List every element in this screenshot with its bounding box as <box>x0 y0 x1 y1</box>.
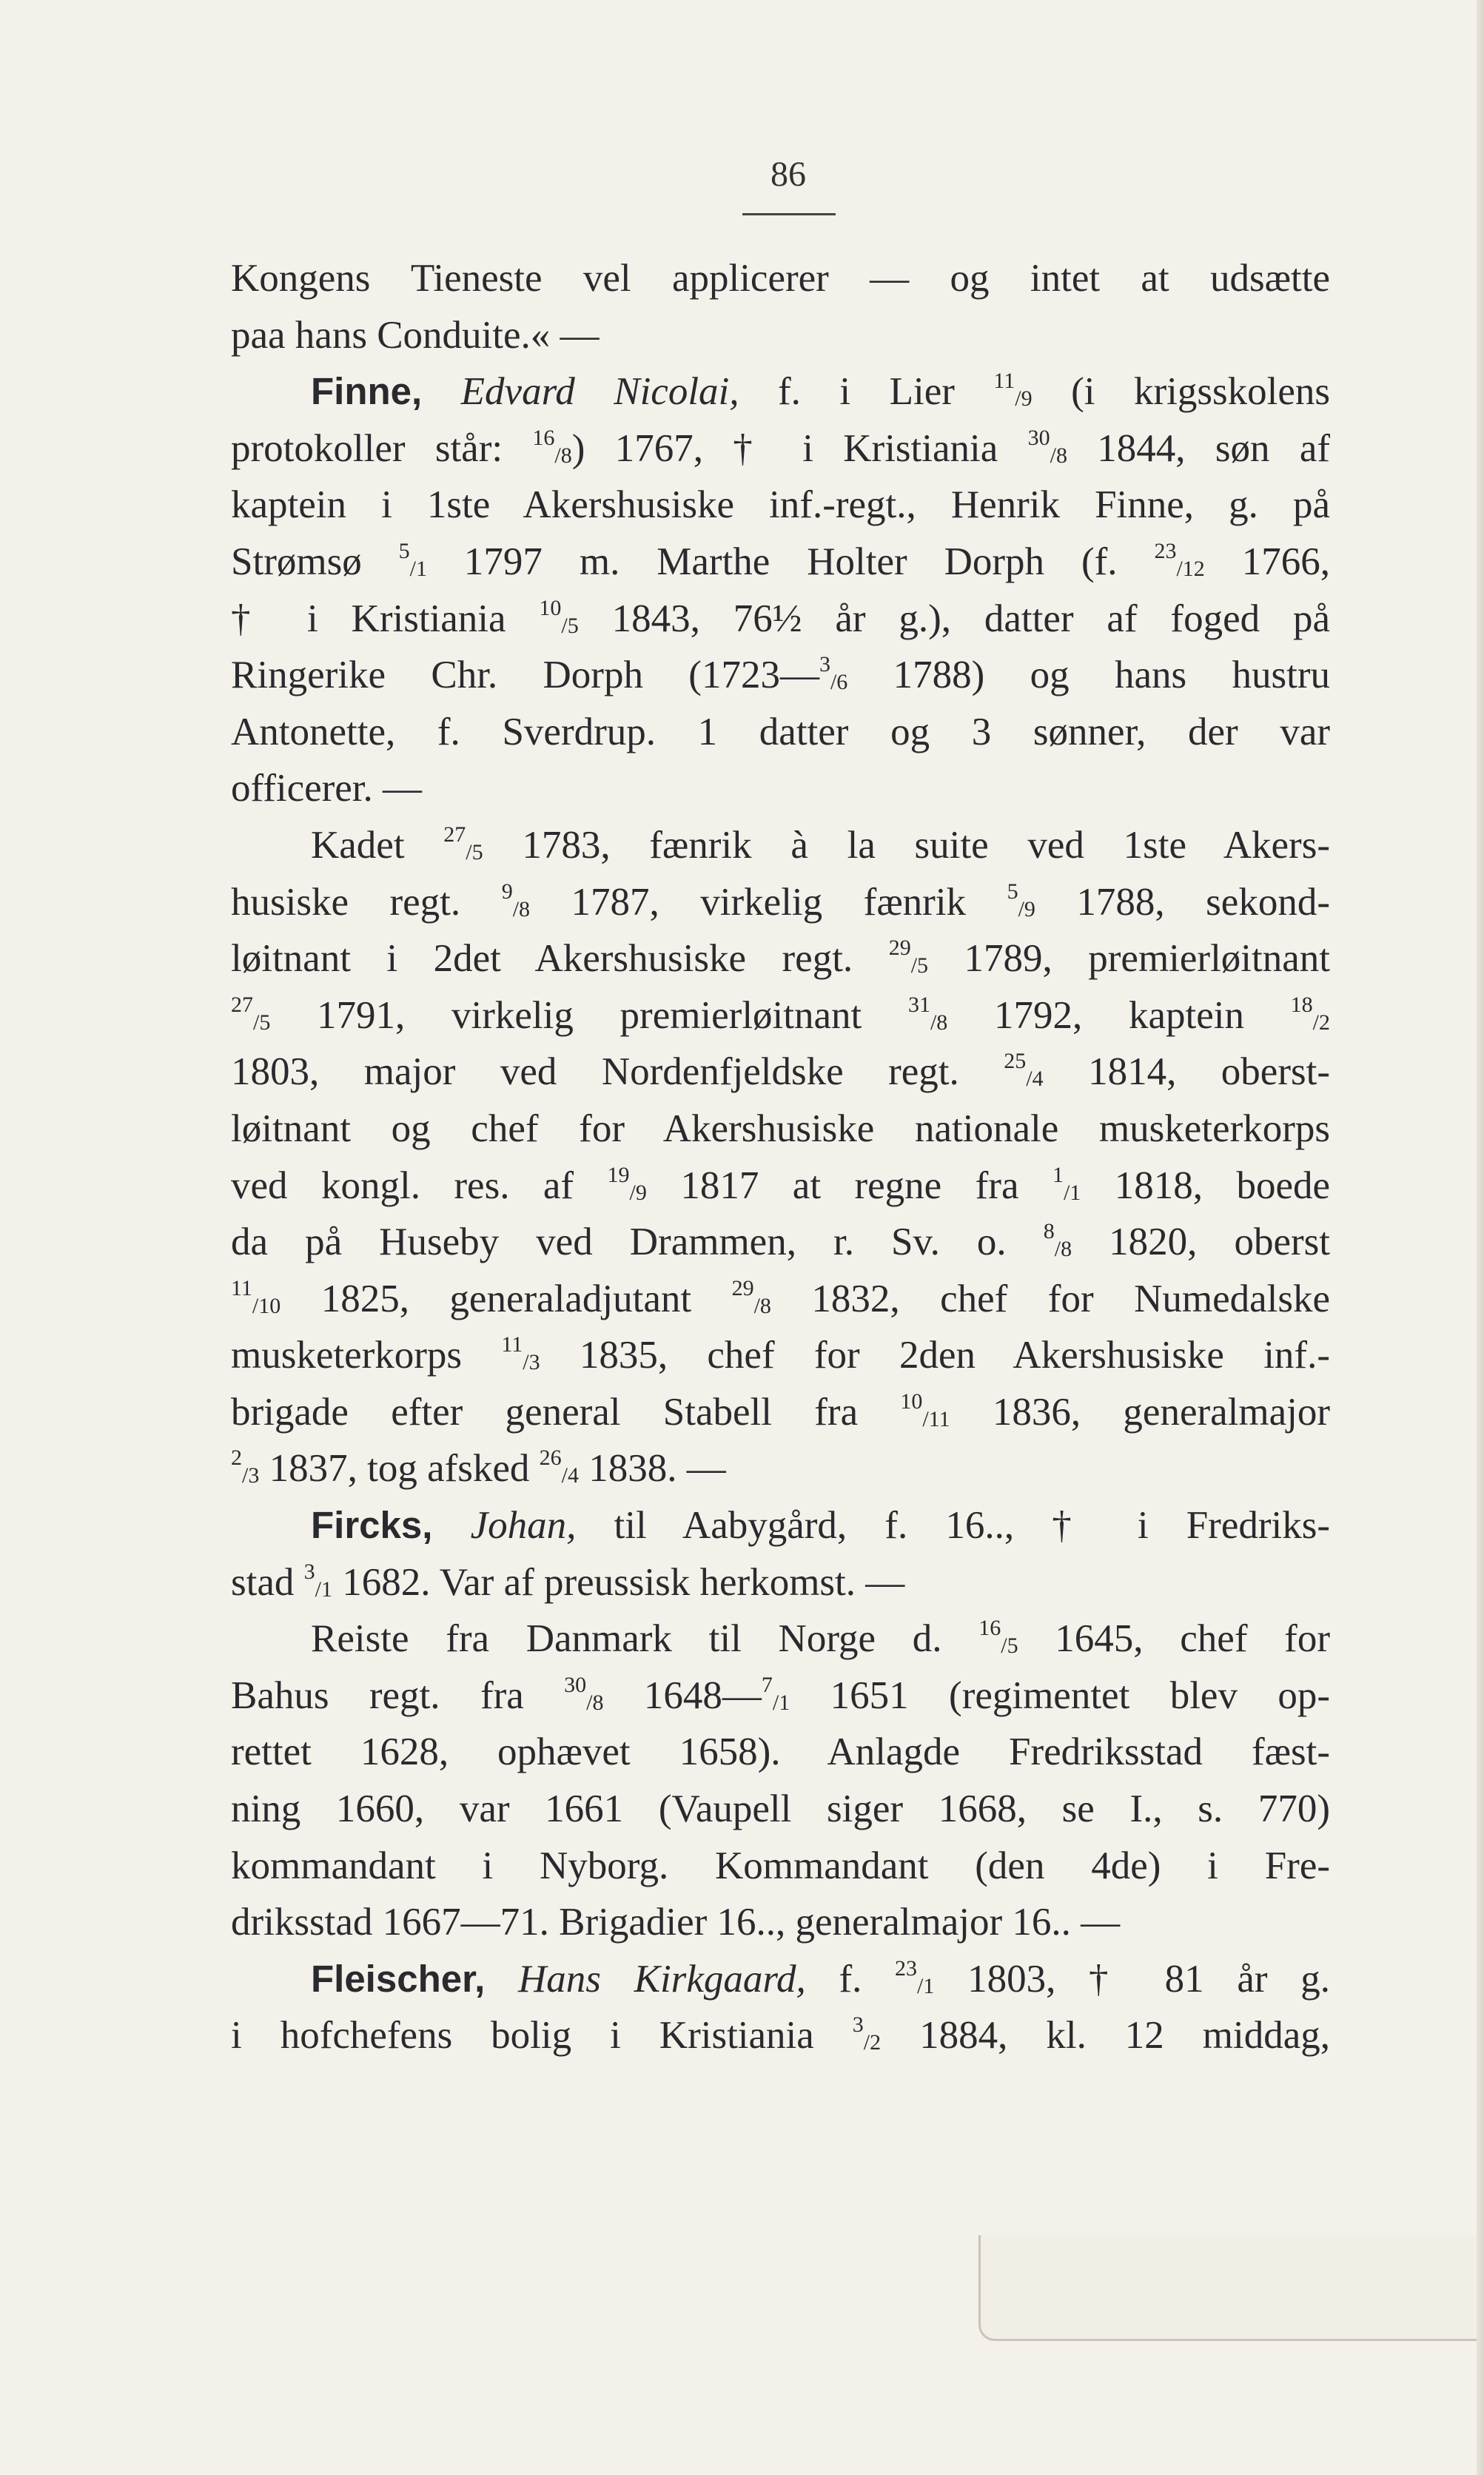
text-line-26: Bahus regt. fra $^{30}_{/8}$ 1648—$^7_{/1}$ 1651 (regimentet blev op- <box>231 1672 1330 1717</box>
text-line-25: Reiste fra Danmark til Norge d. $^{16}_{/5}$ 1645, chef for <box>311 1616 1330 1661</box>
entry-given-name: Johan, <box>470 1504 577 1548</box>
text-line-22: $^2_{/3}$ 1837, tog afsked $^{26}_{/4}$ 1838. — <box>231 1445 726 1491</box>
text-line-30: driksstad 1667—71. Brigadier 16.., generalmajor 16.. — <box>231 1901 1121 1944</box>
text-line-32: i hofchefens bolig i Kristiania $^3_{/2}$ 1884, kl. 12 middag, <box>231 2012 1330 2058</box>
text-line-24: stad $^3_{/1}$ 1682. Var af preussisk herkomst. — <box>231 1559 905 1604</box>
text-line-12: husiske regt. $^9_{/8}$ 1787, virkelig fænrik $^5_{/9}$ 1788, sekond- <box>231 879 1330 924</box>
text-line-6: Strømsø $^5_{/1}$ 1797 m. Marthe Holter Dorph (f. $^{23}_{/12}$ 1766, <box>231 538 1331 583</box>
entry-finne-line-1: Finne, Edvard Nicolai, f. i Lier $^{11}_{/9}$ (i krigsskolens <box>311 369 1331 414</box>
entry-fleischer-line-1: Fleischer, Hans Kirkgaard, f. $^{23}_{/1}$ 1803, † 81 år g. <box>311 1955 1330 2001</box>
text-line-19: $^{11}_{/10}$ 1825, generaladjutant $^{29}_{/8}$ 1832, chef for Numedalske <box>231 1275 1331 1320</box>
text-line-7: † i Kristiania $^{10}_{/5}$ 1843, 76½ år g.), datter af foged på <box>231 595 1330 640</box>
text-line-8: Ringerike Chr. Dorph (1723—$^3_{/6}$ 1788) og hans hustru <box>231 652 1330 697</box>
text-line-28: ning 1660, var 1661 (Vaupell siger 1668, se I., s. 770) <box>231 1787 1330 1831</box>
text-line-20: musketerkorps $^{11}_{/3}$ 1835, chef for 2den Akershusiske inf.- <box>231 1332 1330 1377</box>
text-line-21: brigade efter general Stabell fra $^{10}_{/11}$ 1836, generalmajor <box>231 1388 1330 1434</box>
entry-given-name: Hans Kirkgaard, <box>518 1957 806 2001</box>
text-line-2: paa hans Conduite.« — <box>231 313 600 357</box>
text-line-29: kommandant i Nyborg. Kommandant (den 4de) i Fre- <box>231 1844 1330 1887</box>
text-line-9: Antonette, f. Sverdrup. 1 datter og 3 sønner, der var <box>231 710 1330 753</box>
text-line-5: kaptein i 1ste Akershusiske inf.-regt., Henrik Finne, g. på <box>231 483 1330 527</box>
text-line-27: rettet 1628, ophævet 1658). Anlagde Fredriksstad fæst- <box>231 1730 1330 1774</box>
entry-given-name: Edvard Nicolai, <box>460 370 739 414</box>
body-text <box>231 250 1330 2064</box>
text-line-15: 1803, major ved Nordenfjeldske regt. $^{25}_{/4}$ 1814, oberst- <box>231 1049 1330 1094</box>
paper-mark <box>978 2235 1484 2341</box>
text-line-17: ved kongl. res. af $^{19}_{/9}$ 1817 at regne fra $^1_{/1}$ 1818, boede <box>231 1162 1330 1207</box>
entry-name: Finne, <box>311 370 423 413</box>
text-line-13: løitnant i 2det Akershusiske regt. $^{29}_{/5}$ 1789, premierløitnant <box>231 936 1330 981</box>
text-line-14: $^{27}_{/5}$ 1791, virkelig premierløitnant $^{31}_{/8}$ 1792, kaptein $^{18}_{/2}$ <box>231 992 1331 1037</box>
page-number: 86 <box>770 155 806 194</box>
text-line-4: protokoller står: $^{16}_{/8}$) 1767, † i Kristiania $^{30}_{/8}$ 1844, søn af <box>231 425 1330 470</box>
entry-name: Fleischer, <box>311 1957 486 2000</box>
page-edge-shadow <box>1477 0 1484 2475</box>
header-rule <box>742 213 836 215</box>
text-line-16: løitnant og chef for Akershusiske nationale musketerkorps <box>231 1106 1330 1150</box>
text-line-10: officerer. — <box>231 767 423 810</box>
text-line-11: Kadet $^{27}_{/5}$ 1783, fænrik à la suite ved 1ste Akers- <box>311 822 1330 867</box>
text-line-1: Kongens Tieneste vel applicerer — og intet at udsætte <box>231 257 1330 300</box>
text-line-18: da på Huseby ved Drammen, r. Sv. o. $^8_{/8}$ 1820, oberst <box>231 1219 1330 1264</box>
entry-fircks-line-1: Fircks, Johan, til Aabygård, f. 16.., † i Fredriks- <box>311 1504 1330 1548</box>
entry-name: Fircks, <box>311 1504 433 1547</box>
